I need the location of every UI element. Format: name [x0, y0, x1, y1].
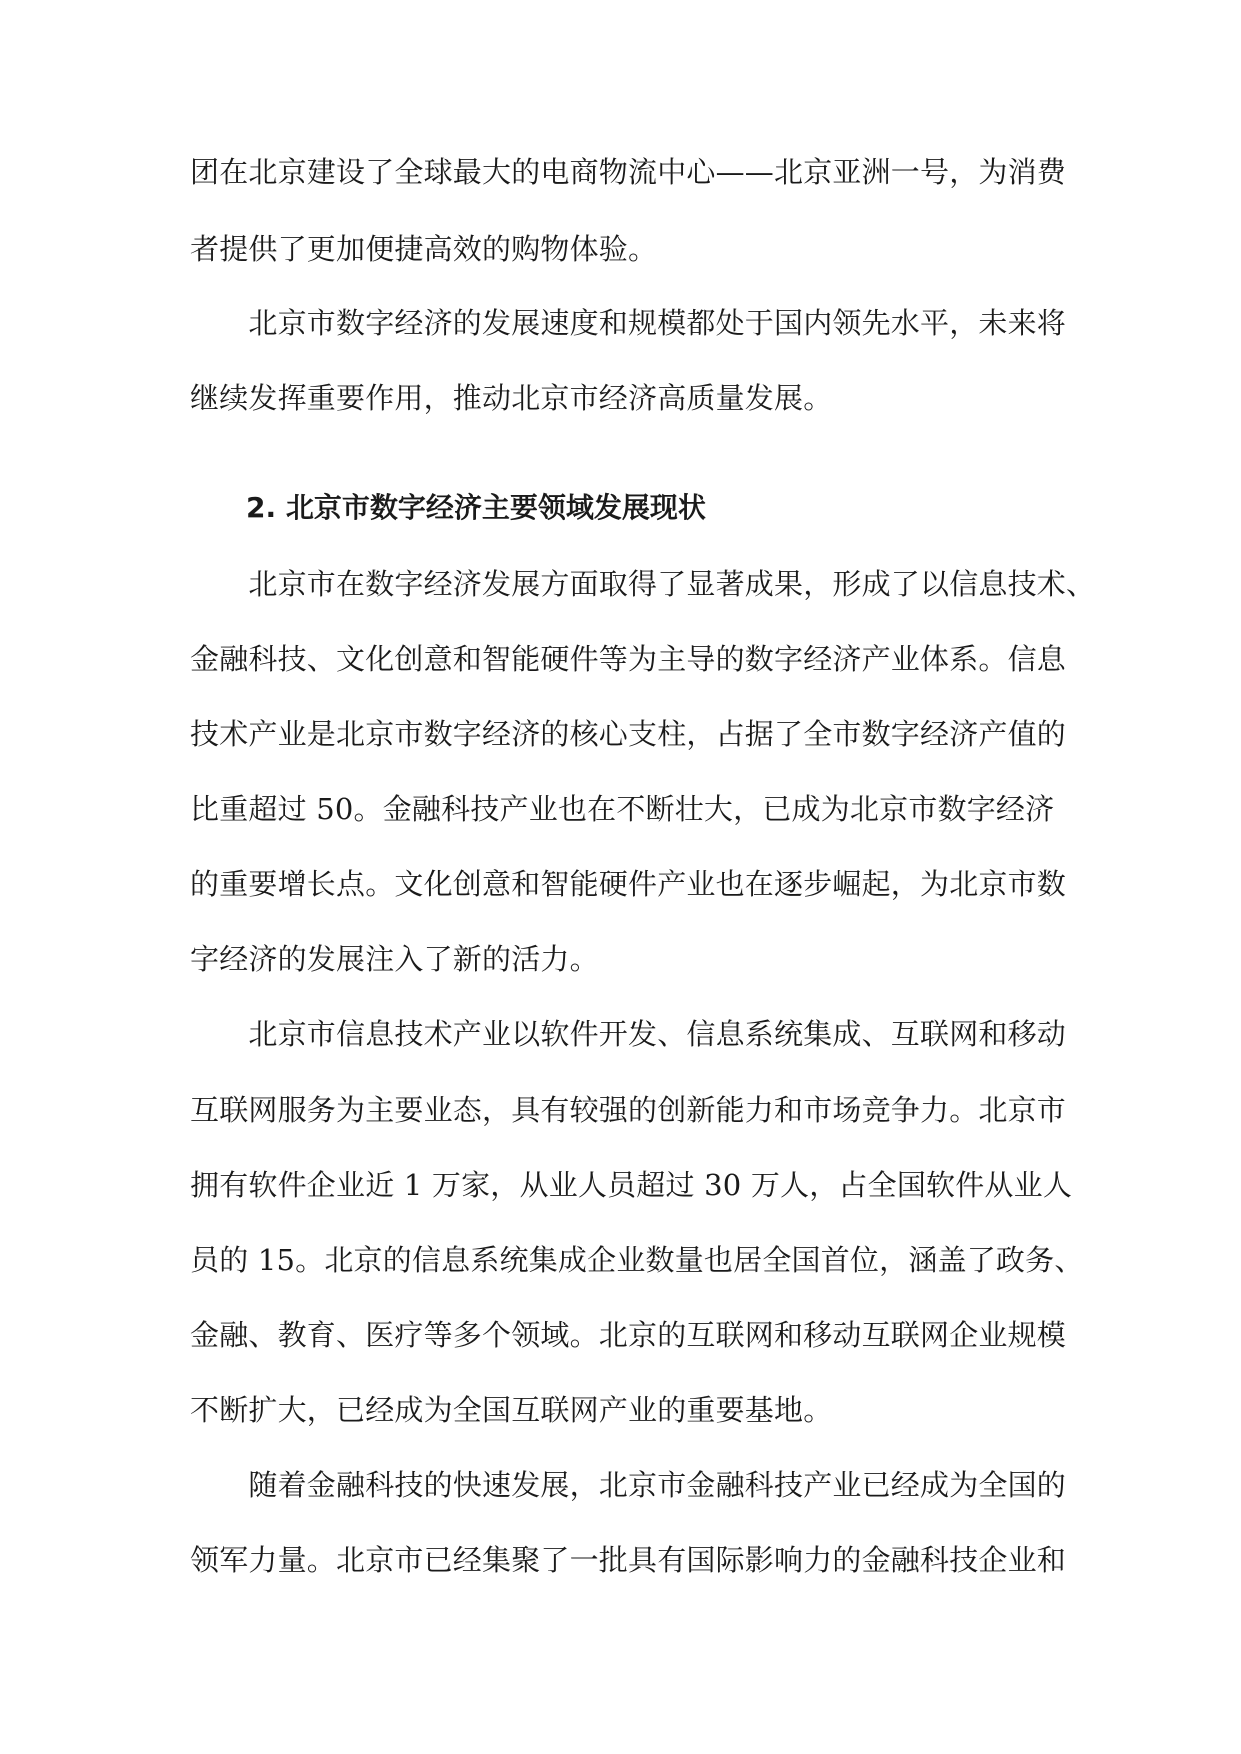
paragraph-3-line-1: 北京市在数字经济发展方面取得了显著成果，形成了以信息技术、: [190, 567, 1096, 601]
paragraph-4-line-5: 金融、教育、医疗等多个领域。北京的互联网和移动互联网企业规模: [190, 1318, 1067, 1352]
paragraph-5-line-1: 随着金融科技的快速发展，北京市金融科技产业已经成为全国的: [190, 1468, 1067, 1502]
paragraph-4-line-6: 不断扩大，已经成为全国互联网产业的重要基地。: [190, 1393, 833, 1427]
paragraph-5-line-2: 领军力量。北京市已经集聚了一批具有国际影响力的金融科技企业和: [190, 1543, 1067, 1577]
paragraph-4-line-2: 互联网服务为主要业态，具有较强的创新能力和市场竞争力。北京市: [190, 1093, 1067, 1127]
paragraph-3-line-5: 的重要增长点。文化创意和智能硬件产业也在逐步崛起，为北京市数: [190, 867, 1067, 901]
paragraph-3-line-4: 比重超过 50。金融科技产业也在不断壮大，已成为北京市数字经济: [190, 792, 1055, 826]
paragraph-4-line-1: 北京市信息技术产业以软件开发、信息系统集成、互联网和移动: [190, 1017, 1067, 1051]
paragraph-4-line-4: 员的 15。北京的信息系统集成企业数量也居全国首位，涵盖了政务、: [190, 1243, 1084, 1277]
paragraph-4-line-3: 拥有软件企业近 1 万家，从业人员超过 30 万人，占全国软件从业人: [190, 1168, 1073, 1202]
paragraph-3-line-3: 技术产业是北京市数字经济的核心支柱，占据了全市数字经济产值的: [190, 717, 1067, 751]
section-heading: 2. 北京市数字经济主要领域发展现状: [246, 491, 706, 524]
paragraph-1-line-2: 者提供了更加便捷高效的购物体验。: [190, 232, 658, 266]
paragraph-3-line-6: 字经济的发展注入了新的活力。: [190, 942, 599, 976]
paragraph-2-line-1: 北京市数字经济的发展速度和规模都处于国内领先水平，未来将: [190, 306, 1067, 340]
paragraph-1-line-1: 团在北京建设了全球最大的电商物流中心——北京亚洲一号，为消费: [190, 155, 1067, 189]
paragraph-2-line-2: 继续发挥重要作用，推动北京市经济高质量发展。: [190, 381, 833, 415]
paragraph-3-line-2: 金融科技、文化创意和智能硬件等为主导的数字经济产业体系。信息: [190, 642, 1067, 676]
